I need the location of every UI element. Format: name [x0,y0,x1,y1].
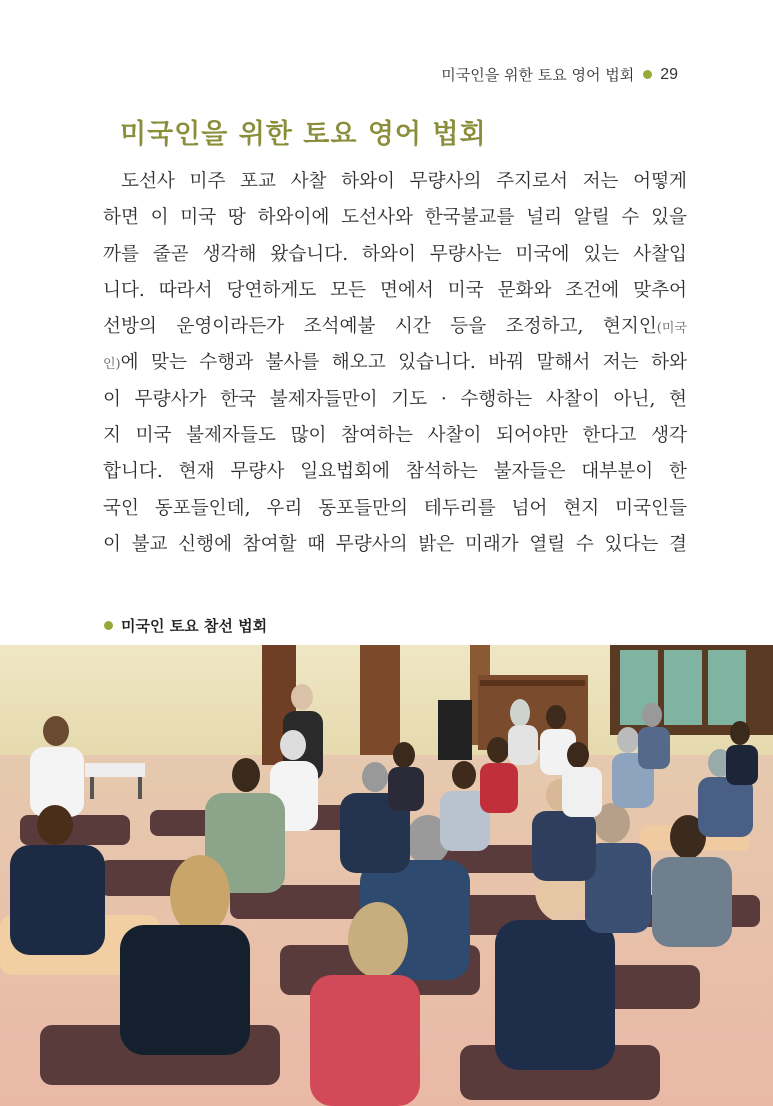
body-line [103,345,687,381]
body-line: 지 미국 불제자들도 많이 참여하는 사찰이 되어야만 한다고 생각 [103,425,687,447]
body-line: 국인 동포들인데, 우리 동포들만의 테두리를 넘어 현지 미국인들 [103,497,687,519]
body-line: 이 불교 신행에 참여할 때 무량사의 밝은 미래가 열릴 수 있다는 결 [103,533,687,555]
bullet-dot-icon [104,621,113,630]
body-line: 합니다. 현재 무량사 일요법회에 참석하는 불자들은 대부분이 한 [103,461,687,483]
running-head-title: 미국인을 위한 토요 영어 법회 [441,66,635,84]
body-line-text: 선방의 운영이라든가 조석예불 시간 등을 조정하고, 현지인 [103,316,657,338]
photo-caption-text: 미국인 토요 참선 법회 [121,617,268,635]
body-line-text: 에 맞는 수행과 불사를 해오고 있습니다. 바꿔 말해서 저는 하와 [120,352,687,374]
running-head [441,64,678,85]
body-text [103,164,687,563]
page-number: 29 [660,65,678,83]
body-line: 도선사 미주 포교 사찰 하와이 무량사의 주지로서 저는 어떻게 [121,171,687,192]
meditation-hall-image [0,645,773,1106]
body-line: 니다. 따라서 당연하게도 모든 면에서 미국 문화와 조건에 맞추어 [103,279,687,301]
bullet-dot-icon [643,70,652,79]
body-line-annotation: (미국 [656,321,687,337]
body-line: 하면 이 미국 땅 하와이에 도선사와 한국불교를 널리 알릴 수 있을 [103,207,687,229]
meditation-photo [0,645,773,1106]
photo-caption [104,615,267,636]
body-line: 까를 줄곧 생각해 왔습니다. 하와이 무량사는 미국에 있는 사찰입 [103,243,687,265]
body-line [103,309,687,345]
section-title: 미국인을 위한 토요 영어 법회 [120,119,487,150]
body-line: 이 무량사가 한국 불제자들만이 기도 · 수행하는 사찰이 아닌, 현 [103,388,687,410]
body-line-annotation: 인) [103,357,121,373]
